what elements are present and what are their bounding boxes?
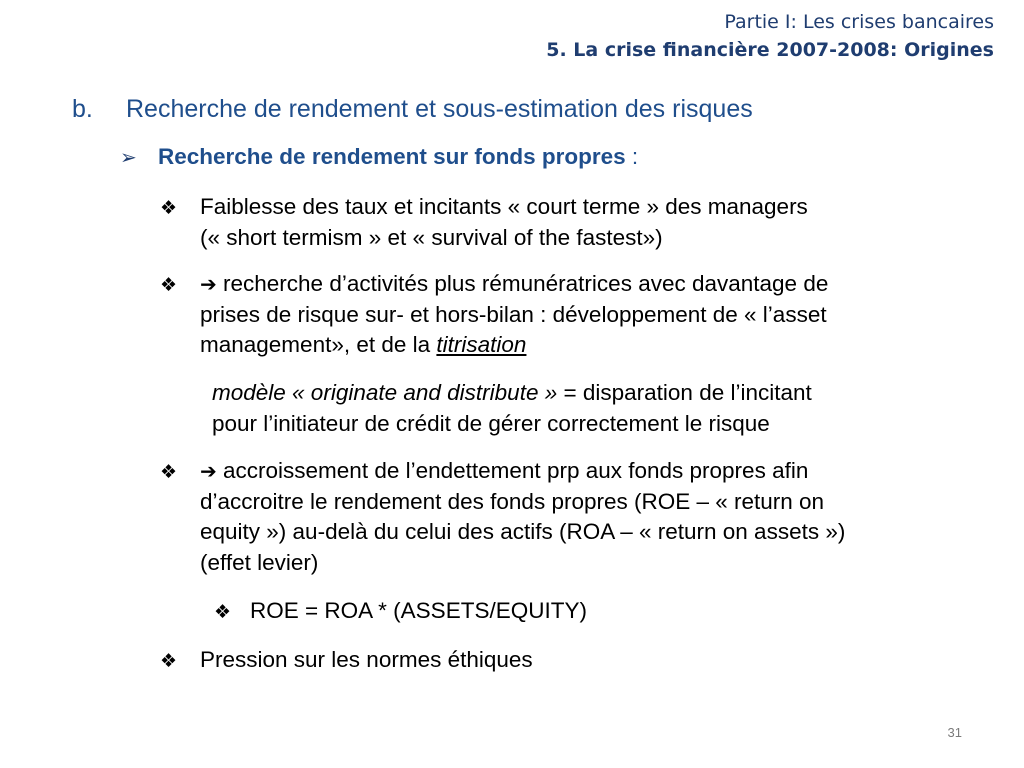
modele-text: = disparation de l’incitant bbox=[557, 380, 812, 405]
right-arrow-icon: ➔ bbox=[200, 459, 217, 483]
item-text-line: (effet levier) bbox=[200, 549, 319, 575]
triangle-arrow-icon: ➢ bbox=[120, 147, 137, 169]
item-text-line: (« short termism » et « survival of the fastest») bbox=[200, 224, 663, 250]
slide-header bbox=[546, 8, 994, 64]
subsection-suffix: : bbox=[625, 144, 639, 169]
header-part-title: Partie I: Les crises bancaires bbox=[724, 11, 994, 33]
modele-text-line: pour l’initiateur de crédit de gérer correctement le risque bbox=[212, 410, 770, 436]
section-letter: b. bbox=[72, 95, 93, 123]
diamond-bullet-icon: ❖ bbox=[160, 274, 178, 296]
item-text-line: recherche d’activités plus rémunératrices avec davantage de bbox=[216, 271, 829, 296]
item-text-line: Faiblesse des taux et incitants « court terme » des managers bbox=[200, 194, 808, 219]
diamond-bullet-icon: ❖ bbox=[160, 650, 178, 672]
item-text-line: d’accroitre le rendement des fonds propres (ROE – « return on bbox=[200, 488, 825, 514]
diamond-bullet-icon: ❖ bbox=[160, 461, 178, 483]
right-arrow-icon: ➔ bbox=[200, 272, 217, 296]
subsection-heading bbox=[120, 142, 638, 173]
diamond-bullet-icon: ❖ bbox=[214, 601, 232, 623]
page-number: 31 bbox=[947, 725, 962, 740]
header-chapter-title: 5. La crise financière 2007-2008: Origines bbox=[546, 39, 994, 61]
item-text-line: prises de risque sur- et hors-bilan : développement de « l’asset bbox=[200, 301, 827, 327]
subsection-title: Recherche de rendement sur fonds propres bbox=[158, 144, 626, 169]
titrisation-term: titrisation bbox=[436, 332, 527, 357]
item-text-line: equity ») au-delà du celui des actifs (ROA – « return on assets ») bbox=[200, 519, 846, 544]
roe-formula: ROE = ROA * (ASSETS/EQUITY) bbox=[250, 598, 587, 623]
item-text-line: Pression sur les normes éthiques bbox=[200, 647, 533, 672]
section-heading bbox=[72, 92, 753, 126]
modele-note bbox=[212, 378, 812, 439]
diamond-bullet-icon: ❖ bbox=[160, 197, 178, 219]
section-title: Recherche de rendement et sous-estimation des risques bbox=[126, 95, 753, 123]
modele-italic-term: modèle « originate and distribute » bbox=[212, 380, 558, 405]
item-text-line: management», et de la bbox=[200, 332, 437, 357]
item-text-line: accroissement de l’endettement prp aux fonds propres afin bbox=[216, 458, 809, 483]
